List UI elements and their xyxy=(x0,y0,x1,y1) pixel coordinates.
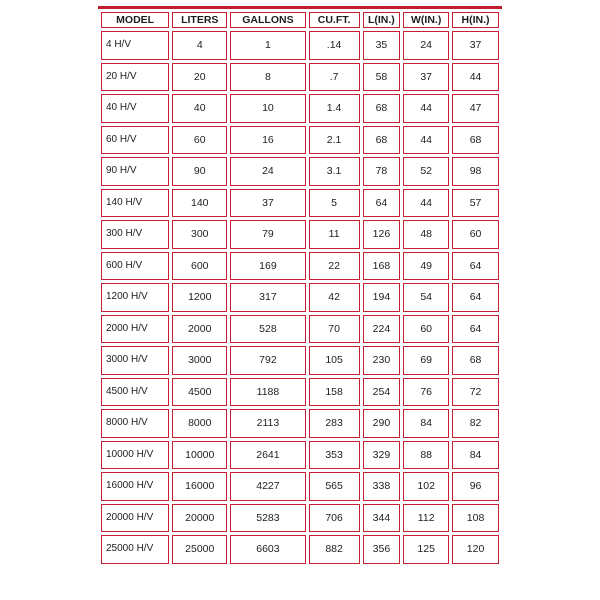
cell-length-in: 194 xyxy=(363,283,401,312)
cell-height-in: 64 xyxy=(452,315,499,344)
cell-liters: 2000 xyxy=(172,315,227,344)
cell-cu-ft: 565 xyxy=(309,472,360,501)
cell-width-in: 125 xyxy=(403,535,449,564)
cell-gallons: 5283 xyxy=(230,504,305,533)
cell-cu-ft: 22 xyxy=(309,252,360,281)
cell-gallons: 16 xyxy=(230,126,305,155)
table-row xyxy=(101,220,499,249)
cell-length-in: 254 xyxy=(363,378,401,407)
header-row xyxy=(101,12,499,28)
cell-liters: 16000 xyxy=(172,472,227,501)
cell-gallons: 2641 xyxy=(230,441,305,470)
cell-gallons: 528 xyxy=(230,315,305,344)
cell-gallons: 792 xyxy=(230,346,305,375)
table-row xyxy=(101,315,499,344)
cell-liters: 20000 xyxy=(172,504,227,533)
cell-width-in: 60 xyxy=(403,315,449,344)
column-header-length-in: L(IN.) xyxy=(363,12,401,28)
cell-cu-ft: 42 xyxy=(309,283,360,312)
cell-height-in: 72 xyxy=(452,378,499,407)
cell-height-in: 96 xyxy=(452,472,499,501)
table-row xyxy=(101,189,499,218)
cell-length-in: 78 xyxy=(363,157,401,186)
cell-length-in: 68 xyxy=(363,94,401,123)
table-body xyxy=(101,31,499,564)
cell-model: 2000 H/V xyxy=(101,315,169,344)
cell-length-in: 329 xyxy=(363,441,401,470)
cell-width-in: 44 xyxy=(403,94,449,123)
cell-width-in: 24 xyxy=(403,31,449,60)
cell-model: 1200 H/V xyxy=(101,283,169,312)
column-header-cu-ft: CU.FT. xyxy=(309,12,360,28)
cell-height-in: 68 xyxy=(452,346,499,375)
cell-height-in: 47 xyxy=(452,94,499,123)
cell-width-in: 52 xyxy=(403,157,449,186)
cell-width-in: 44 xyxy=(403,126,449,155)
cell-length-in: 64 xyxy=(363,189,401,218)
cell-gallons: 2113 xyxy=(230,409,305,438)
cell-height-in: 57 xyxy=(452,189,499,218)
cell-gallons: 79 xyxy=(230,220,305,249)
cell-width-in: 49 xyxy=(403,252,449,281)
cell-model: 4500 H/V xyxy=(101,378,169,407)
cell-model: 60 H/V xyxy=(101,126,169,155)
cell-width-in: 76 xyxy=(403,378,449,407)
column-header-model: MODEL xyxy=(101,12,169,28)
cell-liters: 3000 xyxy=(172,346,227,375)
cell-width-in: 48 xyxy=(403,220,449,249)
cell-liters: 140 xyxy=(172,189,227,218)
cell-height-in: 120 xyxy=(452,535,499,564)
cell-height-in: 98 xyxy=(452,157,499,186)
column-header-liters: LITERS xyxy=(172,12,227,28)
cell-length-in: 230 xyxy=(363,346,401,375)
column-header-width-in: W(IN.) xyxy=(403,12,449,28)
cell-gallons: 169 xyxy=(230,252,305,281)
cell-cu-ft: 158 xyxy=(309,378,360,407)
cell-height-in: 60 xyxy=(452,220,499,249)
cell-model: 25000 H/V xyxy=(101,535,169,564)
cell-length-in: 68 xyxy=(363,126,401,155)
cell-model: 20 H/V xyxy=(101,63,169,92)
cell-width-in: 112 xyxy=(403,504,449,533)
cell-model: 16000 H/V xyxy=(101,472,169,501)
table-row xyxy=(101,63,499,92)
cell-liters: 4 xyxy=(172,31,227,60)
table-row xyxy=(101,441,499,470)
cell-width-in: 84 xyxy=(403,409,449,438)
cell-liters: 300 xyxy=(172,220,227,249)
cell-model: 300 H/V xyxy=(101,220,169,249)
cell-height-in: 82 xyxy=(452,409,499,438)
cell-gallons: 1188 xyxy=(230,378,305,407)
cell-model: 4 H/V xyxy=(101,31,169,60)
cell-liters: 10000 xyxy=(172,441,227,470)
cell-length-in: 338 xyxy=(363,472,401,501)
cell-cu-ft: 283 xyxy=(309,409,360,438)
cell-length-in: 356 xyxy=(363,535,401,564)
cell-height-in: 37 xyxy=(452,31,499,60)
cell-liters: 1200 xyxy=(172,283,227,312)
cell-width-in: 54 xyxy=(403,283,449,312)
cell-cu-ft: 105 xyxy=(309,346,360,375)
cell-height-in: 64 xyxy=(452,252,499,281)
cell-length-in: 58 xyxy=(363,63,401,92)
table-row xyxy=(101,252,499,281)
cell-liters: 60 xyxy=(172,126,227,155)
cell-width-in: 44 xyxy=(403,189,449,218)
table-row xyxy=(101,535,499,564)
table-row xyxy=(101,94,499,123)
cell-liters: 8000 xyxy=(172,409,227,438)
cell-model: 20000 H/V xyxy=(101,504,169,533)
cell-height-in: 108 xyxy=(452,504,499,533)
cell-width-in: 88 xyxy=(403,441,449,470)
cell-height-in: 84 xyxy=(452,441,499,470)
spec-table xyxy=(98,9,502,567)
column-header-gallons: GALLONS xyxy=(230,12,305,28)
cell-gallons: 6603 xyxy=(230,535,305,564)
cell-height-in: 68 xyxy=(452,126,499,155)
cell-length-in: 126 xyxy=(363,220,401,249)
cell-gallons: 8 xyxy=(230,63,305,92)
table-row xyxy=(101,472,499,501)
cell-length-in: 168 xyxy=(363,252,401,281)
cell-length-in: 344 xyxy=(363,504,401,533)
table-row xyxy=(101,378,499,407)
cell-cu-ft: 5 xyxy=(309,189,360,218)
cell-liters: 20 xyxy=(172,63,227,92)
cell-model: 90 H/V xyxy=(101,157,169,186)
table-row xyxy=(101,504,499,533)
cell-length-in: 290 xyxy=(363,409,401,438)
cell-liters: 600 xyxy=(172,252,227,281)
cell-model: 10000 H/V xyxy=(101,441,169,470)
cell-cu-ft: .14 xyxy=(309,31,360,60)
cell-liters: 40 xyxy=(172,94,227,123)
cell-length-in: 35 xyxy=(363,31,401,60)
table-row xyxy=(101,126,499,155)
cell-height-in: 44 xyxy=(452,63,499,92)
table-row xyxy=(101,346,499,375)
cell-cu-ft: 882 xyxy=(309,535,360,564)
cell-width-in: 37 xyxy=(403,63,449,92)
cell-height-in: 64 xyxy=(452,283,499,312)
cell-width-in: 69 xyxy=(403,346,449,375)
cell-liters: 4500 xyxy=(172,378,227,407)
cell-model: 600 H/V xyxy=(101,252,169,281)
cell-cu-ft: 11 xyxy=(309,220,360,249)
cell-cu-ft: 706 xyxy=(309,504,360,533)
table-row xyxy=(101,157,499,186)
table-row xyxy=(101,409,499,438)
cell-cu-ft: 1.4 xyxy=(309,94,360,123)
cell-model: 3000 H/V xyxy=(101,346,169,375)
cell-width-in: 102 xyxy=(403,472,449,501)
table-row xyxy=(101,31,499,60)
cell-gallons: 317 xyxy=(230,283,305,312)
cell-cu-ft: .7 xyxy=(309,63,360,92)
spec-table-container xyxy=(98,6,502,594)
cell-cu-ft: 70 xyxy=(309,315,360,344)
cell-cu-ft: 3.1 xyxy=(309,157,360,186)
cell-length-in: 224 xyxy=(363,315,401,344)
cell-gallons: 37 xyxy=(230,189,305,218)
cell-gallons: 1 xyxy=(230,31,305,60)
cell-cu-ft: 353 xyxy=(309,441,360,470)
cell-gallons: 24 xyxy=(230,157,305,186)
column-header-height-in: H(IN.) xyxy=(452,12,499,28)
cell-gallons: 10 xyxy=(230,94,305,123)
cell-liters: 90 xyxy=(172,157,227,186)
table-row xyxy=(101,283,499,312)
cell-model: 140 H/V xyxy=(101,189,169,218)
cell-cu-ft: 2.1 xyxy=(309,126,360,155)
cell-model: 40 H/V xyxy=(101,94,169,123)
cell-model: 8000 H/V xyxy=(101,409,169,438)
cell-liters: 25000 xyxy=(172,535,227,564)
cell-gallons: 4227 xyxy=(230,472,305,501)
